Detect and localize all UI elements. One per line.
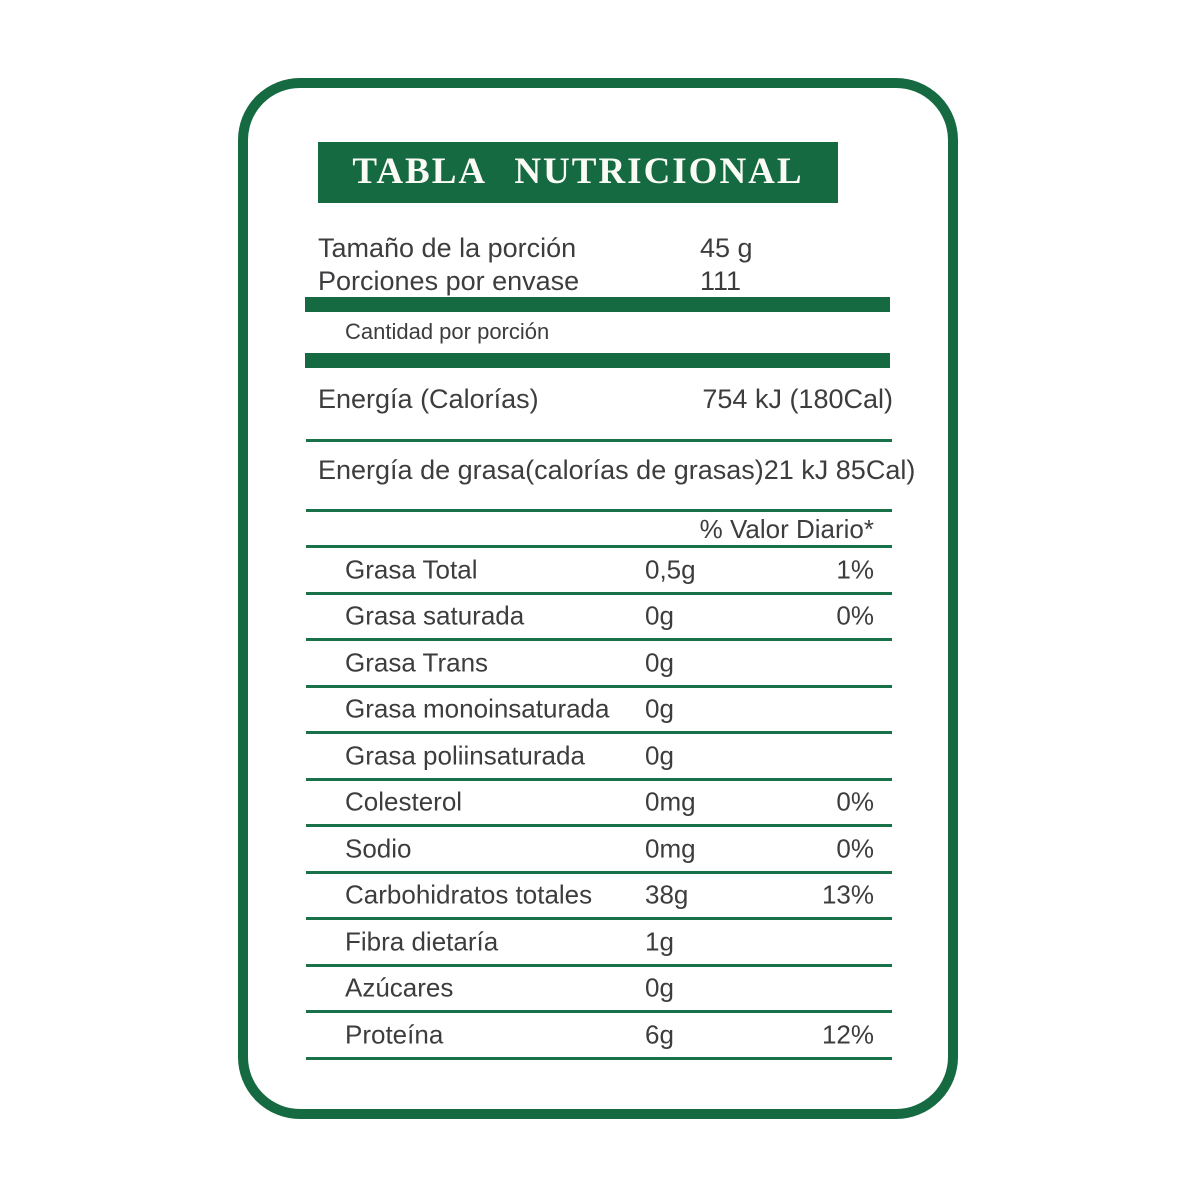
thin-rule [306,439,892,442]
nutrient-label: Grasa Total [345,554,478,585]
nutrient-label: Carbohidratos totales [345,879,593,910]
nutrient-label: Fibra dietaría [345,926,499,957]
thin-rule [306,509,892,512]
amount-per-serving-label: Cantidad por porción [345,319,550,344]
servings-per-container-label: Porciones por envase [318,266,580,296]
table-row [306,827,892,874]
nutrient-amount: 0,5g [645,554,696,585]
nutrient-label: Grasa saturada [345,600,525,631]
table-row [306,734,892,781]
thick-divider-bar [305,297,890,312]
table-row [306,781,892,828]
table-row [306,920,892,967]
nutrient-amount: 0g [645,693,674,724]
nutrient-label: Sodio [345,833,412,864]
table-row [306,874,892,921]
nutrient-amount: 0g [645,740,674,771]
energy-fat-value: 21 kJ 85Cal) [763,455,916,485]
thick-divider-bar [305,353,890,368]
nutrient-label: Grasa Trans [345,647,489,678]
energy-fat-label: Energía de grasa(calorías de grasas) [318,455,764,485]
nutrient-daily-value: 0% [836,600,874,631]
serving-size-value: 45 g [700,233,753,263]
nutrient-amount: 6g [645,1019,674,1050]
nutrient-daily-value: 1% [836,554,874,585]
nutrient-label: Proteína [345,1019,444,1050]
table-row [306,688,892,735]
energy-calories-label: Energía (Calorías) [318,384,539,414]
nutrient-amount: 38g [645,879,689,910]
table-row [306,548,892,595]
table-row [306,595,892,642]
nutrient-daily-value: 13% [821,879,874,910]
nutrient-daily-value: 12% [821,1019,874,1050]
servings-per-container-value: 111 [700,266,742,296]
label-title: TABLA NUTRICIONAL [352,150,804,192]
nutrient-amount: 1g [645,926,674,957]
nutrient-daily-value: 0% [836,833,874,864]
serving-size-label: Tamaño de la porción [318,233,577,263]
nutrient-label: Grasa poliinsaturada [345,740,585,771]
daily-value-header: % Valor Diario* [699,514,874,544]
table-row [306,1013,892,1060]
energy-calories-row [318,383,893,415]
energy-fat-row [318,454,916,486]
nutrient-amount: 0g [645,647,674,678]
nutrient-label: Azúcares [345,972,454,1003]
nutrient-daily-value: 0% [836,786,874,817]
table-row [306,967,892,1014]
nutrient-amount: 0g [645,600,674,631]
nutrient-amount: 0mg [645,786,696,817]
nutrient-label: Grasa monoinsaturada [345,693,610,724]
nutrient-label: Colesterol [345,786,463,817]
title-bar [318,142,838,203]
energy-calories-value: 754 kJ (180Cal) [702,384,893,414]
table-row [306,641,892,688]
nutrient-amount: 0mg [645,833,696,864]
nutrient-amount: 0g [645,972,674,1003]
nutrient-table [306,548,892,1060]
